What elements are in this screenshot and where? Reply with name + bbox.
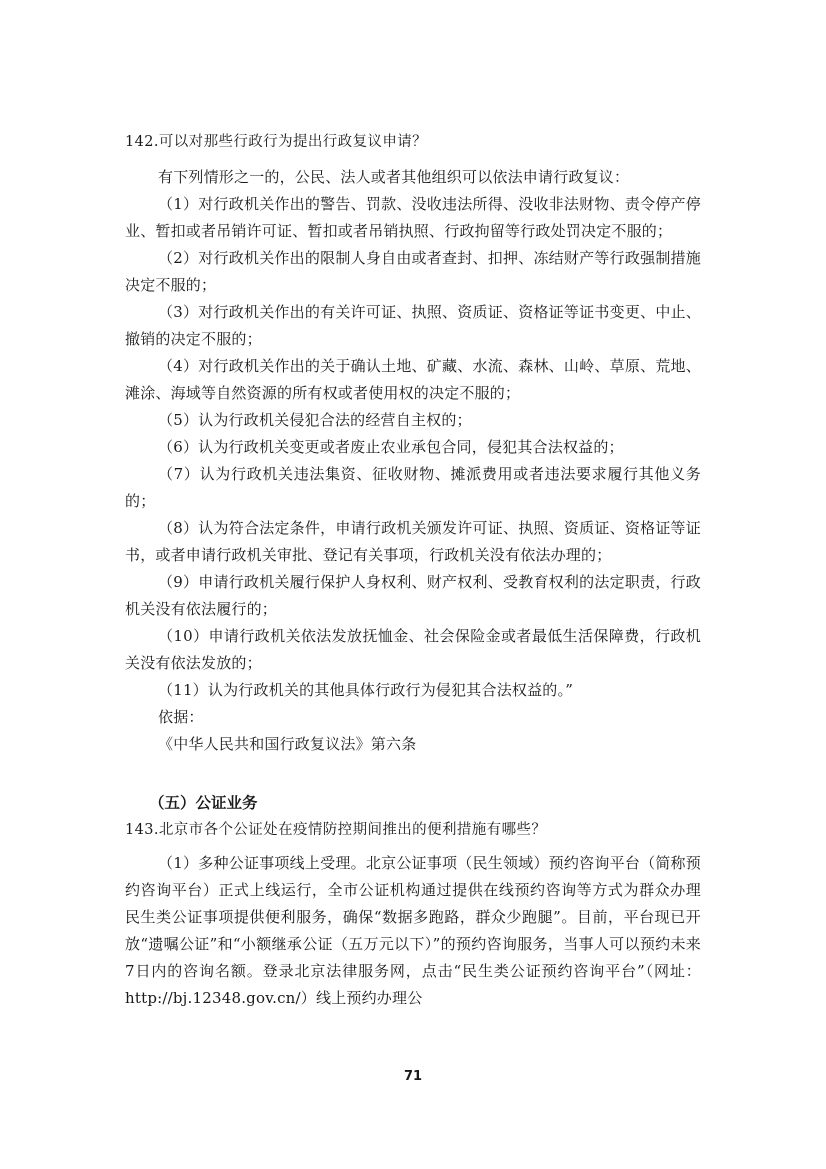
basis-text: 《中华人民共和国行政复议法》第六条 [158,735,417,753]
list-item: （7）认为行政机关违法集资、征收财物、摊派费用或者违法要求履行其他义务的； [125,465,701,510]
question-142-intro: 有下列情形之一的，公民、法人或者其他组织可以依法申请行政复议： [158,168,630,186]
list-item: （3）对行政机关作出的有关许可证、执照、资质证、资格证等证书变更、中止、撤销的决定不服的； [125,303,701,348]
list-item: （8）认为符合法定条件，申请行政机关颁发许可证、执照、资质证、资格证等证书，或者申请行政机关审批、登记有关事项，行政机关没有依法办理的； [125,519,701,564]
page-number: 71 [403,1069,423,1084]
list-item: （9）申请行政机关履行保护人身权利、财产权利、受教育权利的法定职责，行政机关没有依法履行的； [125,573,701,618]
question-143-paragraph: （1）多种公证事项线上受理。北京公证事项（民生领域）预约咨询平台（简称预约咨询平台）正式上线运行，全市公证机构通过提供在线预约咨询等方式为群众办理民生类公证事项提供便利服务，确保“数据多跑路，群众少跑腿”。目前，平台现已开放“遗嘱公证”和“小额继承公证（五万元以下）”的预约咨询服务，当事人可以预约未来7日内的咨询名额。登录北京法律服务网，点击“民生类公证预约咨询平台”（网址：http://bj.12348.gov.cn/）线上预约办理公 [125,854,701,1007]
question-143-title: 143.北京市各个公证处在疫情防控期间推出的便利措施有哪些？ [125,822,547,838]
question-142-title: 142.可以对那些行政行为提出行政复议申请？ [125,134,428,150]
list-item: （2）对行政机关作出的限制人身自由或者查封、扣押、冻结财产等行政强制措施决定不服的； [125,249,701,294]
list-item: （1）对行政机关作出的警告、罚款、没收违法所得、没收非法财物、责令停产停业、暂扣或者吊销许可证、暂扣或者吊销执照、行政拘留等行政处罚决定不服的； [125,195,701,240]
list-item: （6）认为行政机关变更或者废止农业承包合同，侵犯其合法权益的； [158,438,624,456]
page-content [125,130,701,1012]
section-heading: （五）公证业务 [149,794,258,812]
list-item: （5）认为行政机关侵犯合法的经营自主权的； [158,411,472,429]
list-item: （4）对行政机关作出的关于确认土地、矿藏、水流、森林、山岭、草原、荒地、滩涂、海域等自然资源的所有权或者使用权的决定不服的； [125,357,701,402]
list-item: （10）申请行政机关依法发放抚恤金、社会保险金或者最低生活保障费，行政机关没有依法发放的； [125,627,701,672]
list-item: （11）认为行政机关的其他具体行政行为侵犯其合法权益的。” [158,681,574,699]
basis-label: 依据： [158,708,204,726]
